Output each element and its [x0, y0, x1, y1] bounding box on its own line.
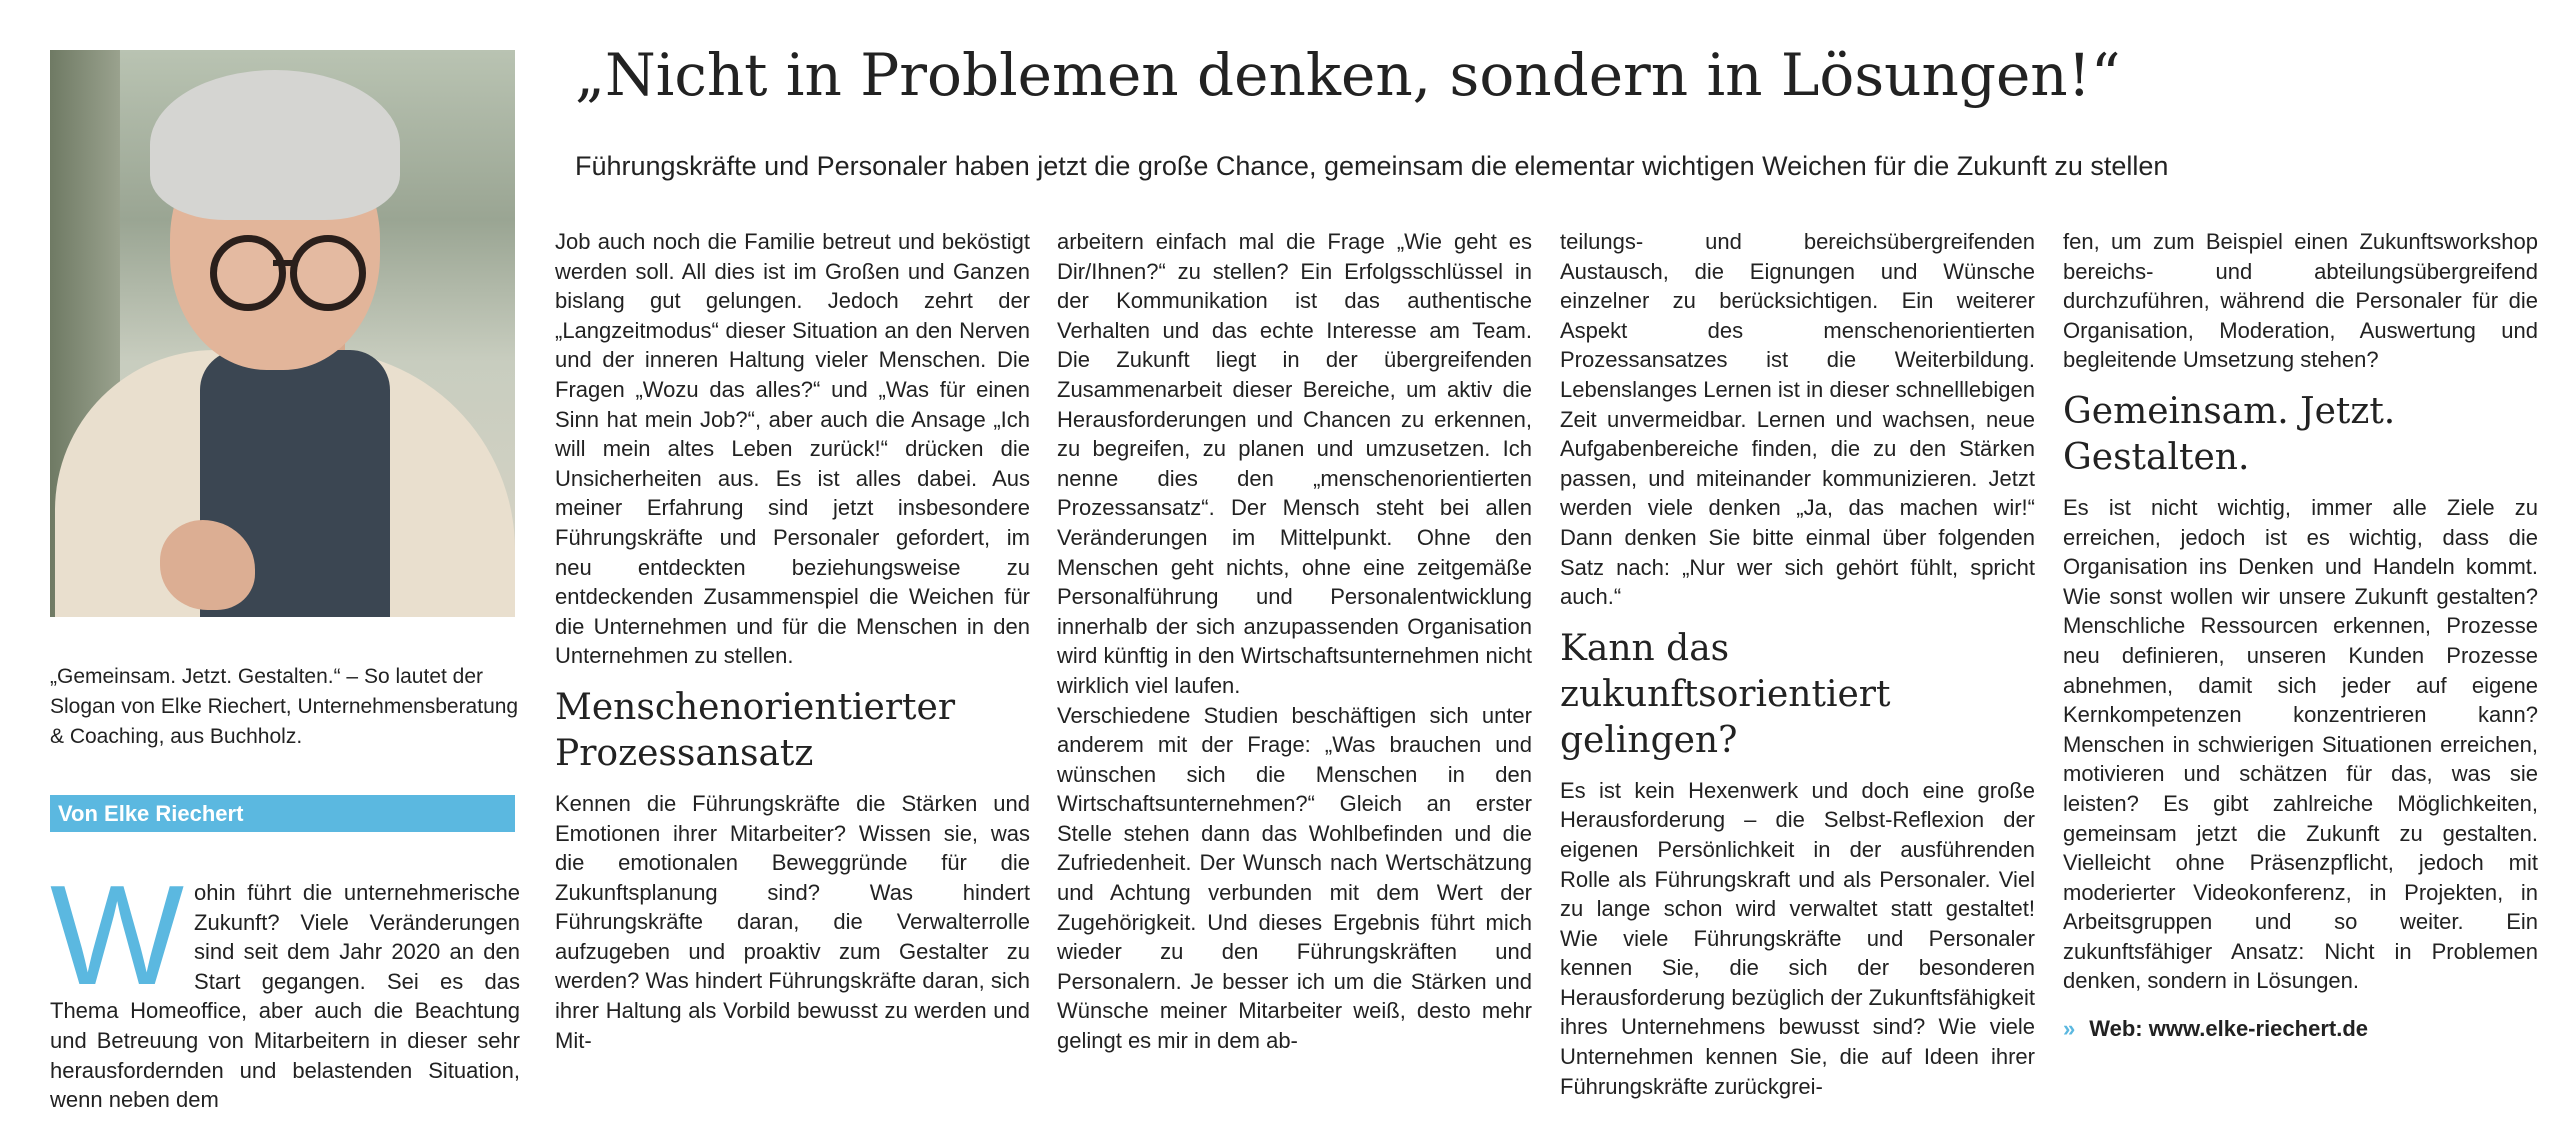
glasses-icon [210, 235, 286, 311]
article-subheadline: Führungskräfte und Personaler haben jetzt die große Chance, gemeinsam die elementar wichtigen Weichen für die Zukunft zu stellen [575, 151, 2169, 181]
paragraph: arbeitern einfach mal die Frage „Wie geht es Dir/Ihnen?“ zu stellen? Ein Erfolgsschlüssel in der Kommunikation ist das authentische Verhalten und das echte Interesse am Team. Die Zukunft liegt in der übergreifenden Zusammenarbeit dieser Bereiche, um aktiv die Herausforderungen und Chancen zu erkennen, zu begreifen, zu planen und umzusetzen. Ich nenne dies den „menschenorientierten Prozessansatz“. Der Mensch steht bei allen Veränderungen im Mittelpunkt. Ohne den Menschen geht nichts, ohne eine zeitgemäße Personalführung und Personalentwicklung innerhalb der sich anzupassenden Organisation wird künftig in den Wirtschaftsunternehmen nicht wirklich viel laufen. [1057, 229, 1532, 698]
column-1 [50, 878, 520, 1138]
column-5 [2063, 227, 2538, 1138]
photo-caption: „Gemeinsam. Jetzt. Gestalten.“ – So lautet der Slogan von Elke Riechert, Unternehmensberatung & Coaching, aus Buchholz. [50, 665, 519, 748]
web-link[interactable]: Web: www.elke-riechert.de [2089, 1016, 2368, 1042]
paragraph: Es ist kein Hexenwerk und doch eine große Herausforderung – die Selbst-Reflexion der eigenen Persönlichkeit in der ausführenden Rolle als Führungskraft und als Personaler. Viel zu lange schon wird verwaltet statt gestaltet! Wie viele Führungskräfte und Personaler kennen Sie, die sich der besonderen Herausforderung bezüglich der Zukunftsfähigkeit ihres Unternehmens bewusst sind? Wie viele Unternehmen kennen Sie, die auf Ideen ihrer Führungskräfte zurückgrei- [1560, 777, 2035, 1099]
web-line [2063, 1014, 2538, 1044]
author-bar [50, 795, 515, 832]
section-heading: Menschenorientierter Prozessansatz [555, 686, 956, 774]
article-headline: „Nicht in Problemen denken, sondern in Lösungen!“ [575, 41, 2121, 109]
column-3 [1057, 227, 1532, 1138]
paragraph: Kennen die Führungskräfte die Stärken und Emotionen ihrer Mitarbeiter? Wissen sie, was die emotionalen Beweggründe für die Zukunftsplanung sind? Was hindert Führungskräfte daran, die Verwalterrolle aufzugeben und proaktiv zum Gestalter zu werden? Was hindert Führungskräfte daran, sich ihrer Haltung als Vorbild bewusst zu werden und Mit- [555, 790, 1030, 1053]
paragraph: teilungs- und bereichsübergreifenden Austausch, die Eignungen und Wünsche einzelner zu berücksichtigen. Ein weiterer Aspekt des menschenorientierten Prozessansatzes ist die Weiterbildung. Lebenslanges Lernen ist in dieser schnelllebigen Zeit unvermeidbar. Lernen und wachsen, neue Aufgabenbereiche finden, die zu den Stärken passen, und miteinander kommunizieren. Jetzt werden viele denken „Ja, das machen wir!“ Dann denken Sie bitte einmal über folgenden Satz nach: „Nur wer sich gehört fühlt, spricht auch.“ [1560, 229, 2035, 610]
paragraph: Verschiedene Studien beschäftigen sich unter anderem mit der Frage: „Was brauchen und wünschen sich die Menschen in den Wirtschaftsunternehmen?“ Gleich an erster Stelle stehen dann das Wohlbefinden und die Zufriedenheit. Der Wunsch nach Wertschätzung und Achtung verbunden mit dem Wert der Zugehörigkeit. Und dieses Ergebnis führt mich wieder zu den Führungskräften und Personalern. Je besser ich um die Stärken und Wünsche meiner Mitarbeiter weiß, desto mehr gelingt es mir in dem ab- [1057, 702, 1532, 1054]
author-name: Von Elke Riechert [58, 801, 244, 826]
section-heading: Gemeinsam. Jetzt. Gestalten. [2063, 390, 2396, 478]
chevron-right-icon: » [2063, 1016, 2076, 1042]
intro-paragraph: ohin führt die unternehmerische Zukunft? Viele Veränderungen sind seit dem Jahr 2020 an den Start gegangen. Sei es das Thema Homeoffice, aber auch die Beachtung und Betreuung von Mitarbeitern in dieser sehr herausfordernden und belastenden Situation, wenn neben dem [50, 880, 520, 1113]
paragraph: Es ist nicht wichtig, immer alle Ziele zu erreichen, jedoch ist es wichtig, dass die Organisation ins Denken und Handeln kommt. Wie sonst wollen wir unsere Zukunft gestalten? Menschliche Ressourcen erkennen, Prozesse neu definieren, unseren Kunden Prozesse abnehmen, damit sich jeder auf eigene Kernkompetenzen konzentrieren kann? Menschen in schwierigen Situationen erreichen, motivieren und schätzen für das, was sie leisten? Es gibt zahlreiche Möglichkeiten, gemeinsam jetzt die Zukunft zu gestalten. Vielleicht ohne Präsenzpflicht, jedoch mit moderierter Videokonferenz, in Projekten, in Arbeitsgruppen und so weiter. Ein zukunftsfähiger Ansatz: Nicht in Problemen denken, sondern in Lösungen. [2063, 494, 2538, 994]
portrait-photo [50, 50, 515, 617]
paragraph: Job auch noch die Familie betreut und beköstigt werden soll. All dies ist im Großen und Ganzen bislang gut gelungen. Jedoch zehrt der „Langzeitmodus“ dieser Situation an den Nerven und der inneren Haltung vieler Menschen. Die Fragen „Wozu das alles?“ und „Was für einen Sinn hat mein Job?“, aber auch die Ansage „Ich will mein altes Leben zurück!“ drücken die Unsicherheiten aus. Es ist alles dabei. Aus meiner Erfahrung sind jetzt insbesondere Führungskräfte und Personaler gefordert, im neu entdeckten beziehungsweise zu entdeckenden Zusammenspiel die Weichen für die Unternehmen und für die Menschen in den Unternehmen zu stellen. [555, 229, 1030, 669]
column-2 [555, 227, 1030, 1138]
column-4 [1560, 227, 2035, 1138]
drop-cap: W [50, 878, 185, 1015]
paragraph: fen, um zum Beispiel einen Zukunftsworkshop bereichs- und abteilungsübergreifend durchzuführen, während die Personaler für die Organisation, Moderation, Auswertung und begleitende Umsetzung stehen? [2063, 229, 2538, 373]
section-heading: Kann das zukunftsorientiert gelingen? [1560, 627, 1891, 761]
